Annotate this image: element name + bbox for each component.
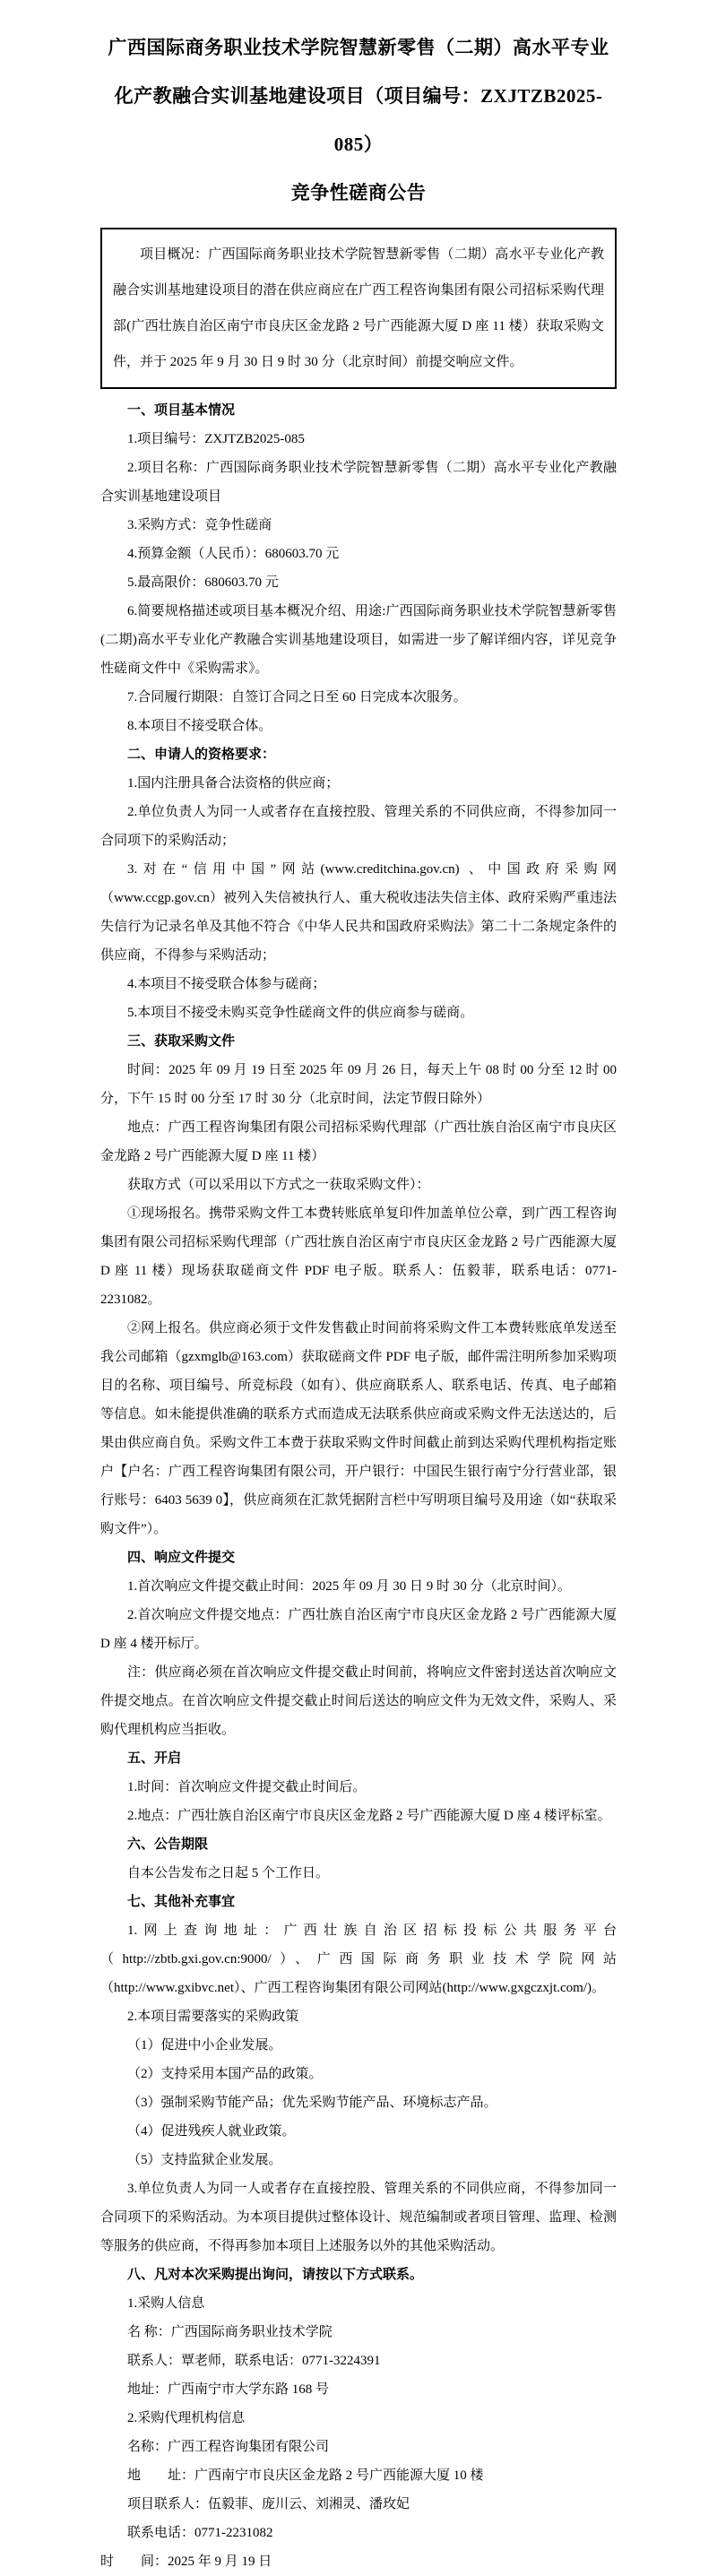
document-title-line: 化产教融合实训基地建设项目（项目编号：ZXJTZB2025-085）	[114, 85, 603, 155]
paragraph: 项目联系人：伍毅菲、庞川云、刘湘灵、潘玫妃	[127, 2497, 410, 2511]
paragraph: 8.本项目不接受联合体。	[127, 719, 272, 733]
paragraph: （4）促进残疾人就业政策。	[127, 2124, 296, 2139]
section-heading: 三、获取采购文件	[127, 1034, 236, 1049]
paragraph: 名 称：广西国际商务职业技术学院	[127, 2325, 333, 2339]
paragraph: ①现场报名。携带采购文件工本费转账底单复印件加盖单位公章，到广西工程咨询集团有限公司招标采购代理部（广西壮族自治区南宁市良庆区金龙路 2 号广西能源大厦 D 座 11 楼）现场获取磋商文件 PDF 电子版。联系人：伍毅菲，联系电话：0771-2231082。	[100, 1206, 617, 1307]
section-heading: 六、公告期限	[127, 1837, 209, 1852]
paragraph: 1.网上查询地址：广西壮族自治区招标投标公共服务平台（http://zbtb.gxi.gov.cn:9000/）、广西国际商务职业技术学院网站（http://www.gxibvc.net）、广西工程咨询集团有限公司网站(http://www.gxgczxjt.com/)。	[100, 1923, 617, 1995]
paragraph: 3.采购方式：竞争性磋商	[127, 518, 272, 532]
paragraph: 1.国内注册具备合法资格的供应商；	[127, 776, 340, 791]
paragraph: 地 址：广西南宁市良庆区金龙路 2 号广西能源大厦 10 楼	[127, 2468, 484, 2483]
paragraph: 2.项目名称：广西国际商务职业技术学院智慧新零售（二期）高水平专业化产教融合实训基地建设项目	[100, 461, 617, 504]
paragraph: 时间：2025 年 09 月 19 日至 2025 年 09 月 26 日，每天上午 08 时 00 分至 12 时 00 分，下午 15 时 00 分至 17 时 30 分（北京时间，法定节假日除外）	[100, 1063, 617, 1106]
paragraph: 地点：广西工程咨询集团有限公司招标采购代理部（广西壮族自治区南宁市良庆区金龙路 2 号广西能源大厦 D 座 11 楼）	[100, 1120, 617, 1163]
paragraph: 7.合同履行期限：自签订合同之日至 60 日完成本次服务。	[127, 690, 467, 705]
document-title	[100, 23, 617, 217]
paragraph: （2）支持采用本国产品的政策。	[127, 2067, 323, 2081]
paragraph: 4.本项目不接受联合体参与磋商；	[127, 977, 326, 991]
section-heading: 四、响应文件提交	[127, 1551, 236, 1565]
paragraph: 注：供应商必须在首次响应文件提交截止时间前，将响应文件密封送达首次响应文件提交地点。在首次响应文件提交截止时间后送达的响应文件为无效文件，采购人、采购代理机构应当拒收。	[100, 1665, 617, 1737]
paragraph: 3.单位负责人为同一人或者存在直接控股、管理关系的不同供应商，不得参加同一合同项下的采购活动。为本项目提供过整体设计、规范编制或者项目管理、监理、检测等服务的供应商，不得再参加本项目上述服务以外的其他采购活动。	[100, 2182, 617, 2253]
paragraph: 获取方式（可以采用以下方式之一获取采购文件）：	[127, 1178, 430, 1192]
section-heading: 七、其他补充事宜	[127, 1895, 236, 1909]
paragraph: 自本公告发布之日起 5 个工作日。	[127, 1866, 330, 1880]
paragraph: 6.简要规格描述或项目基本概况介绍、用途:广西国际商务职业技术学院智慧新零售(二期)高水平专业化产教融合实训基地建设项目，如需进一步了解详细内容，详见竞争性磋商文件中《采购需求》。	[100, 604, 617, 676]
project-overview-box: 项目概况：广西国际商务职业技术学院智慧新零售（二期）高水平专业化产教融合实训基地建设项目的潜在供应商应在广西工程咨询集团有限公司招标采购代理部(广西壮族自治区南宁市良庆区金龙路 2 号广西能源大厦 D 座 11 楼）获取采购文件，并于 2025 年 9 月 30 日 9 时 30 分（北京时间）前提交响应文件。	[100, 228, 617, 389]
paragraph: 3.对在“信用中国”网站(www.creditchina.gov.cn) 、中国政府采购网（www.ccgp.gov.cn）被列入失信被执行人、重大税收违法失信主体、政府采购严重违法失信行为记录名单及其他不符合《中华人民共和国政府采购法》第二十二条规定条件的供应商，不得参与采购活动；	[100, 862, 617, 963]
paragraph: 5.最高限价：680603.70 元	[127, 575, 279, 590]
paragraph: 1.项目编号：ZXJTZB2025-085	[127, 432, 305, 446]
paragraph: （5）支持监狱企业发展。	[127, 2153, 282, 2167]
paragraph: 名称：广西工程咨询集团有限公司	[127, 2440, 330, 2454]
paragraph: 2.本项目需要落实的采购政策	[127, 2010, 299, 2024]
paragraph: 5.本项目不接受未购买竞争性磋商文件的供应商参与磋商。	[127, 1006, 474, 1020]
paragraph: 2.地点：广西壮族自治区南宁市良庆区金龙路 2 号广西能源大厦 D 座 4 楼评标室。	[127, 1809, 611, 1823]
paragraph: 4.预算金额（人民币）：680603.70 元	[127, 547, 340, 561]
paragraph: 1.时间：首次响应文件提交截止时间后。	[127, 1780, 367, 1794]
section-heading: 二、申请人的资格要求：	[127, 748, 276, 762]
paragraph: 2.采购代理机构信息	[127, 2411, 246, 2425]
document-body	[100, 396, 617, 2576]
section-heading: 五、开启	[127, 1751, 182, 1766]
paragraph: 2.首次响应文件提交地点：广西壮族自治区南宁市良庆区金龙路 2 号广西能源大厦 D 座 4 楼开标厅。	[100, 1608, 617, 1651]
paragraph: 联系人：覃老师，联系电话：0771-3224391	[127, 2354, 381, 2368]
date-line: 时 间：2025 年 9 月 19 日	[100, 2554, 272, 2569]
paragraph: 1.首次响应文件提交截止时间：2025 年 09 月 30 日 9 时 30 分（北京时间）。	[127, 1579, 572, 1594]
section-heading: 一、项目基本情况	[127, 403, 236, 418]
paragraph: （3）强制采购节能产品；优先采购节能产品、环境标志产品。	[127, 2096, 497, 2110]
document-title-line: 广西国际商务职业技术学院智慧新零售（二期）高水平专业	[108, 37, 609, 58]
paragraph: 联系电话：0771-2231082	[127, 2526, 273, 2540]
section-heading: 八、凡对本次采购提出询问，请按以下方式联系。	[127, 2268, 424, 2282]
paragraph: 1.采购人信息	[127, 2296, 205, 2311]
paragraph: 地址：广西南宁市大学东路 168 号	[127, 2382, 330, 2397]
document-title-line: 竞争性磋商公告	[290, 182, 427, 203]
paragraph: 2.单位负责人为同一人或者存在直接控股、管理关系的不同供应商，不得参加同一合同项下的采购活动；	[100, 805, 617, 848]
paragraph: （1）促进中小企业发展。	[127, 2038, 282, 2053]
paragraph: ②网上报名。供应商必须于文件发售截止时间前将采购文件工本费转账底单发送至我公司邮箱（gzxmglb@163.com）获取磋商文件 PDF 电子版，邮件需注明所参加采购项目的名称、项目编号、所竞标段（如有）、供应商联系人、联系电话、传真、电子邮箱等信息。如未能提供准确的联系方式而造成无法联系供应商或采购文件无法送达的，后果由供应商自负。采购文件工本费于获取采购文件时间截止前到达采购代理机构指定账户【户名：广西工程咨询集团有限公司，开户银行：中国民生银行南宁分行营业部，银行账号：6403 5639 0】，供应商须在汇款凭据附言栏中写明项目编号及用途（如“获取采购文件”）。	[100, 1321, 617, 1536]
